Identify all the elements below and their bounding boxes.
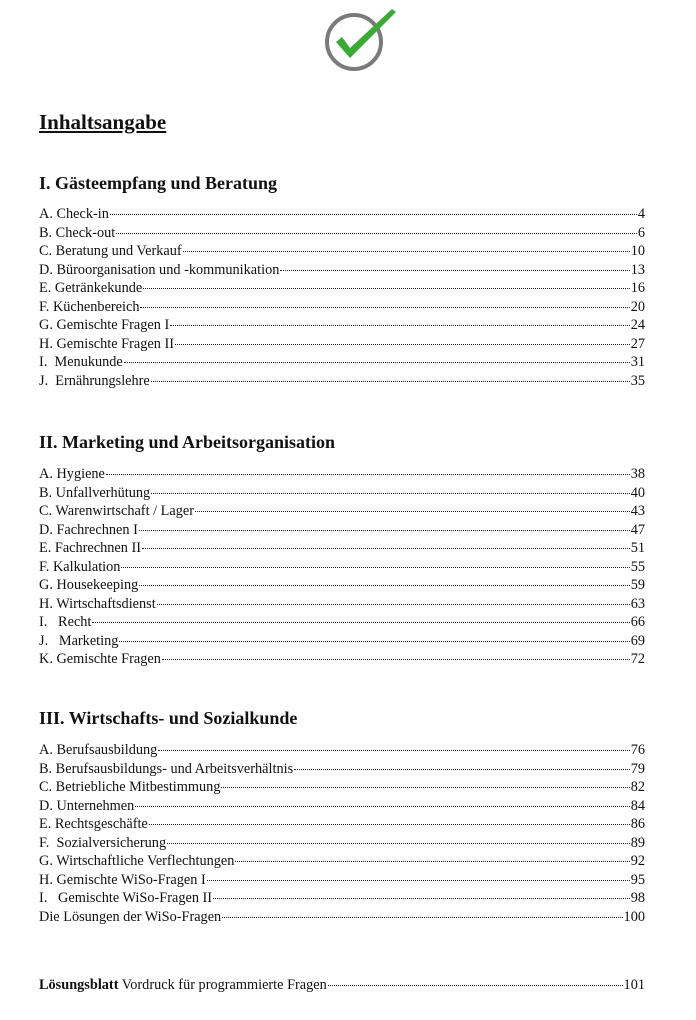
toc-entry-label: C. Warenwirtschaft / Lager [39, 503, 194, 520]
toc-entry[interactable] [39, 335, 645, 354]
dot-leader [207, 880, 630, 881]
page-title: Inhaltsangabe [39, 110, 167, 134]
toc-entry-page: 72 [630, 651, 645, 668]
toc-entry-page: 35 [630, 372, 645, 389]
toc-entry-label: B. Check-out [39, 224, 116, 241]
dot-leader [151, 493, 630, 494]
toc-entry-page: 79 [630, 760, 645, 777]
dot-leader [328, 985, 623, 986]
toc-entry-label: E. Getränkekunde [39, 280, 143, 297]
toc-entry[interactable] [39, 815, 645, 834]
dot-leader [151, 381, 630, 382]
toc-entry-page: 95 [630, 871, 645, 888]
answer-sheet-bold-label: Lösungsblatt [39, 977, 119, 993]
toc-entry-page: 100 [623, 908, 645, 925]
toc-entry-label: A. Berufsausbildung [39, 742, 158, 758]
toc-entry[interactable] [39, 353, 645, 372]
toc-entry[interactable] [39, 889, 645, 908]
toc-entry[interactable] [39, 279, 645, 298]
dot-leader [116, 233, 637, 234]
toc-entry-label: Die Lösungen der WiSo-Fragen [39, 908, 222, 925]
toc-entry[interactable] [39, 521, 645, 540]
toc-entry-page: 51 [630, 540, 645, 557]
toc-entry[interactable] [39, 316, 645, 335]
dot-leader [221, 787, 629, 788]
dot-leader [280, 270, 629, 271]
toc-entry[interactable] [39, 613, 645, 632]
toc-entry-label: A. Hygiene [39, 466, 105, 482]
checkmark-circle-icon [322, 6, 402, 72]
toc-entry-label: G. Gemischte Fragen I [39, 317, 170, 334]
toc-entry-label: H. Wirtschaftsdienst [39, 595, 156, 612]
toc-entry-page: 20 [630, 298, 645, 315]
dot-leader [183, 251, 630, 252]
toc-entry[interactable] [39, 205, 645, 224]
dot-leader [235, 861, 629, 862]
toc-entry-page: 13 [630, 261, 645, 278]
toc-entry[interactable] [39, 632, 645, 651]
dot-leader [175, 344, 630, 345]
dot-leader [157, 604, 630, 605]
toc-list-1 [39, 205, 645, 390]
toc-entry-label: B. Berufsausbildungs- und Arbeitsverhältnis [39, 760, 294, 777]
toc-entry-label: C. Beratung und Verkauf [39, 243, 182, 260]
toc-entry-label: A. Check-in [39, 206, 109, 222]
toc-entry-label: K. Gemischte Fragen [39, 651, 161, 668]
section-heading-1: I. Gästeempfang und Beratung [39, 173, 278, 193]
dot-leader [213, 898, 630, 899]
toc-entry-page: 38 [630, 466, 645, 482]
toc-entry-page: 101 [623, 977, 645, 993]
toc-entry-page: 47 [630, 521, 645, 538]
toc-entry-label: F. Kalkulation [39, 558, 121, 575]
toc-entry-label: J. Ernährungslehre [39, 372, 150, 389]
toc-entry-page: 98 [630, 890, 645, 907]
toc-entry[interactable] [39, 242, 645, 261]
toc-entry-page: 55 [630, 558, 645, 575]
toc-entry-label: E. Fachrechnen II [39, 540, 142, 557]
toc-entry[interactable] [39, 576, 645, 595]
dot-leader [106, 474, 630, 475]
dot-leader [195, 511, 630, 512]
toc-entry[interactable] [39, 871, 645, 890]
toc-entry-label: F. Sozialversicherung [39, 834, 167, 851]
toc-entry-page: 31 [630, 354, 645, 371]
toc-entry-label: H. Gemischte Fragen II [39, 335, 174, 352]
dot-leader [142, 548, 630, 549]
toc-entry-page: 24 [630, 317, 645, 334]
toc-entry-label: G. Wirtschaftliche Verflechtungen [39, 853, 235, 870]
toc-entry[interactable] [39, 595, 645, 614]
toc-entry-label: J. Marketing [39, 632, 119, 649]
toc-entry-page: 43 [630, 503, 645, 520]
dot-leader [110, 214, 637, 215]
toc-entry-label: G. Housekeeping [39, 577, 139, 594]
toc-entry-page: 66 [630, 614, 645, 631]
toc-entry-label: H. Gemischte WiSo-Fragen I [39, 871, 206, 888]
toc-entry-page: 84 [630, 797, 645, 814]
toc-entry-label: D. Fachrechnen I [39, 521, 138, 538]
dot-leader [135, 806, 629, 807]
toc-list-2 [39, 465, 645, 669]
toc-entry-label: I. Menukunde [39, 354, 123, 371]
dot-leader [149, 824, 630, 825]
toc-entry-label: I. Gemischte WiSo-Fragen II [39, 890, 213, 907]
section-heading-2: II. Marketing und Arbeitsorganisation [39, 432, 336, 452]
toc-entry-page: 92 [630, 853, 645, 870]
toc-entry-label: E. Rechtsgeschäfte [39, 816, 148, 833]
toc-entry[interactable] [39, 298, 645, 317]
toc-entry[interactable] [39, 908, 645, 927]
toc-entry-page: 63 [630, 595, 645, 612]
toc-entry-label: I. Recht [39, 614, 92, 631]
toc-entry[interactable] [39, 558, 645, 577]
toc-entry-page: 40 [630, 484, 645, 501]
dot-leader [92, 622, 629, 623]
section-heading-3: III. Wirtschafts- und Sozialkunde [39, 708, 298, 728]
dot-leader [170, 325, 629, 326]
toc-entry[interactable] [39, 484, 645, 503]
dot-leader [140, 307, 629, 308]
toc-entry[interactable] [39, 741, 645, 760]
toc-entry-label [39, 976, 327, 995]
dot-leader [139, 585, 629, 586]
answer-sheet-label: Vordruck für programmierte Fragen [118, 977, 327, 993]
dot-leader [119, 641, 629, 642]
toc-entry-page: 6 [637, 224, 645, 241]
toc-entry-label: D. Büroorganisation und -kommunikation [39, 261, 280, 278]
toc-entry-label: D. Unternehmen [39, 797, 135, 814]
dot-leader [167, 843, 630, 844]
dot-leader [294, 769, 630, 770]
toc-entry[interactable] [39, 778, 645, 797]
toc-entry-page: 89 [630, 834, 645, 851]
toc-entry-page: 27 [630, 335, 645, 352]
toc-entry[interactable] [39, 797, 645, 816]
toc-entry[interactable] [39, 465, 645, 484]
toc-entry-page: 86 [630, 816, 645, 833]
toc-entry[interactable] [39, 760, 645, 779]
footer-entry [39, 976, 645, 995]
dot-leader [162, 659, 630, 660]
dot-leader [121, 567, 629, 568]
toc-entry[interactable] [39, 224, 645, 243]
toc-entry[interactable] [39, 372, 645, 391]
toc-entry[interactable] [39, 852, 645, 871]
toc-entry-label: C. Betriebliche Mitbestimmung [39, 779, 221, 796]
toc-entry-page: 76 [630, 742, 645, 758]
dot-leader [124, 362, 630, 363]
toc-entry[interactable] [39, 502, 645, 521]
toc-entry[interactable] [39, 650, 645, 669]
toc-list-3 [39, 741, 645, 926]
toc-entry[interactable] [39, 834, 645, 853]
toc-entry-page: 16 [630, 280, 645, 297]
dot-leader [139, 530, 630, 531]
toc-entry-page: 59 [630, 577, 645, 594]
toc-entry-answer-sheet[interactable] [39, 976, 645, 995]
toc-entry-page: 10 [630, 243, 645, 260]
dot-leader [143, 288, 629, 289]
toc-entry[interactable] [39, 539, 645, 558]
dot-leader [158, 750, 629, 751]
toc-entry-label: F. Küchenbereich [39, 298, 140, 315]
toc-entry[interactable] [39, 261, 645, 280]
dot-leader [222, 917, 622, 918]
toc-entry-page: 69 [630, 632, 645, 649]
toc-entry-page: 4 [637, 206, 645, 222]
toc-entry-label: B. Unfallverhütung [39, 484, 151, 501]
toc-entry-page: 82 [630, 779, 645, 796]
